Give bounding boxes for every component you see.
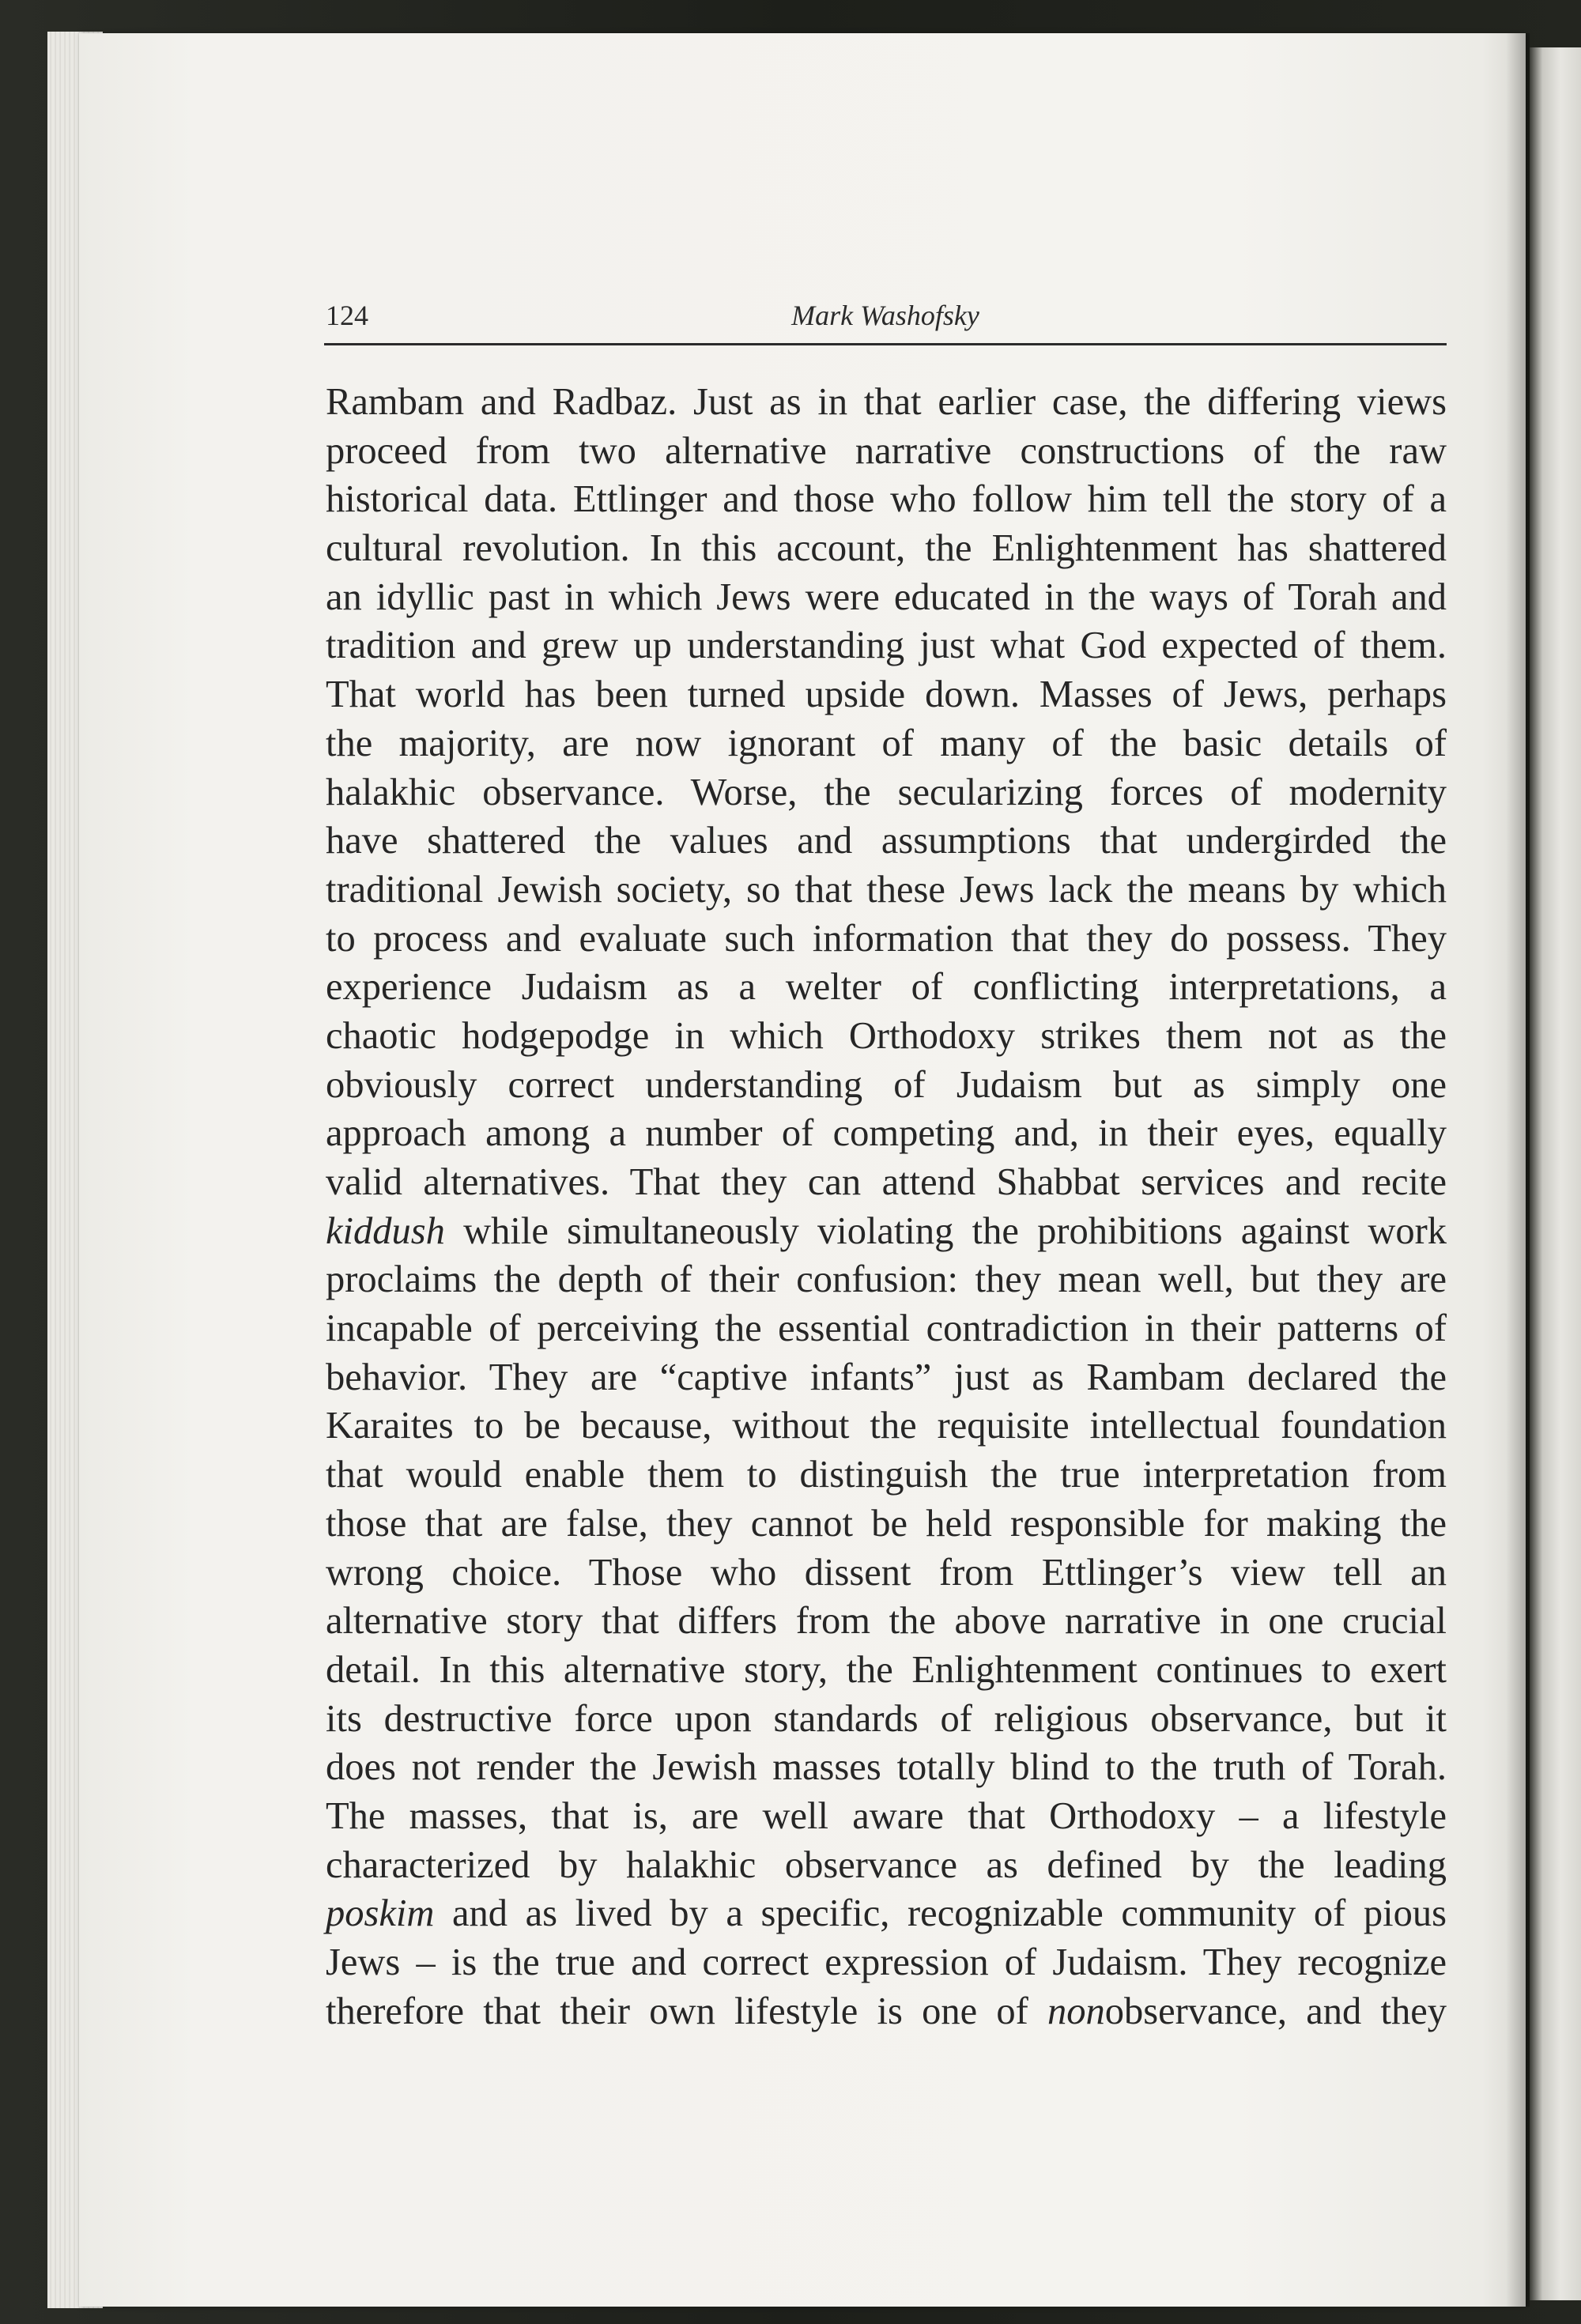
text-line: approach among a number of competing and, in their eyes, equally <box>326 1112 1447 1155</box>
text-line: alternative story that differs from the above narrative in one crucial <box>326 1600 1447 1643</box>
spine-shadow <box>1506 33 1530 2307</box>
text-line: those that are false, they cannot be held responsible for making the <box>326 1502 1447 1545</box>
text-line: incapable of perceiving the essential contradiction in their patterns of <box>326 1307 1447 1350</box>
text-line: proceed from two alternative narrative constructions of the raw <box>326 429 1447 472</box>
text-line: have shattered the values and assumptions that undergirded the <box>326 820 1447 862</box>
text-line: traditional Jewish society, so that these Jews lack the means by which <box>326 868 1447 911</box>
text-line: experience Judaism as a welter of conflicting interpretations, a <box>326 966 1447 1009</box>
text-line: therefore that their own lifestyle is one of nonobservance, and they <box>326 1990 1447 2032</box>
text-line: that would enable them to distinguish the true interpretation from <box>326 1454 1447 1496</box>
text-line: detail. In this alternative story, the Enlightenment continues to exert <box>326 1648 1447 1691</box>
text-line: obviously correct understanding of Judaism but as simply one <box>326 1063 1447 1106</box>
text-line: poskim and as lived by a specific, recognizable community of pious <box>326 1892 1447 1935</box>
text-line: the majority, are now ignorant of many of the basic details of <box>326 722 1447 764</box>
text-line: wrong choice. Those who dissent from Ettlinger’s view tell an <box>326 1551 1447 1594</box>
text-line: does not render the Jewish masses totally blind to the truth of Torah. <box>326 1746 1447 1789</box>
text-line: Jews – is the true and correct expression of Judaism. They recognize <box>326 1941 1447 1983</box>
running-head <box>324 299 1447 345</box>
italic-term: poskim <box>326 1892 435 1935</box>
text-line: valid alternatives. That they can attend Shabbat services and recite <box>326 1161 1447 1203</box>
text-line: chaotic hodgepodge in which Orthodoxy strikes them not as the <box>326 1014 1447 1057</box>
facing-page-edge <box>1530 47 1581 2300</box>
text-line: That world has been turned upside down. Masses of Jews, perhaps <box>326 673 1447 716</box>
text-line: behavior. They are “captive infants” just as Rambam declared the <box>326 1356 1447 1398</box>
text-line: cultural revolution. In this account, the Enlightenment has shattered <box>326 527 1447 570</box>
text-line: an idyllic past in which Jews were educated in the ways of Torah and <box>326 575 1447 618</box>
text-line: proclaims the depth of their confusion: they mean well, but they are <box>326 1258 1447 1301</box>
text-line: to process and evaluate such information that they do possess. They <box>326 917 1447 960</box>
text-line: halakhic observance. Worse, the secularizing forces of modernity <box>326 771 1447 813</box>
text-line: The masses, that is, are well aware that Orthodoxy – a lifestyle <box>326 1794 1447 1837</box>
body-text <box>326 378 1447 2035</box>
running-head-author: Mark Washofsky <box>791 300 979 331</box>
text-line: historical data. Ettlinger and those who follow him tell the story of a <box>326 478 1447 521</box>
text-line: Karaites to be because, without the requisite intellectual foundation <box>326 1405 1447 1447</box>
text-line: characterized by halakhic observance as defined by the leading <box>326 1843 1447 1886</box>
text-line: its destructive force upon standards of religious observance, but it <box>326 1697 1447 1740</box>
text-line: kiddush while simultaneously violating the prohibitions against work <box>326 1209 1447 1252</box>
italic-term: non <box>1047 1990 1105 2032</box>
italic-term: kiddush <box>326 1209 445 1252</box>
text-line: tradition and grew up understanding just what God expected of them. <box>326 624 1447 667</box>
text-line: Rambam and Radbaz. Just as in that earlier case, the differing views <box>326 381 1447 423</box>
page-number: 124 <box>326 300 368 331</box>
